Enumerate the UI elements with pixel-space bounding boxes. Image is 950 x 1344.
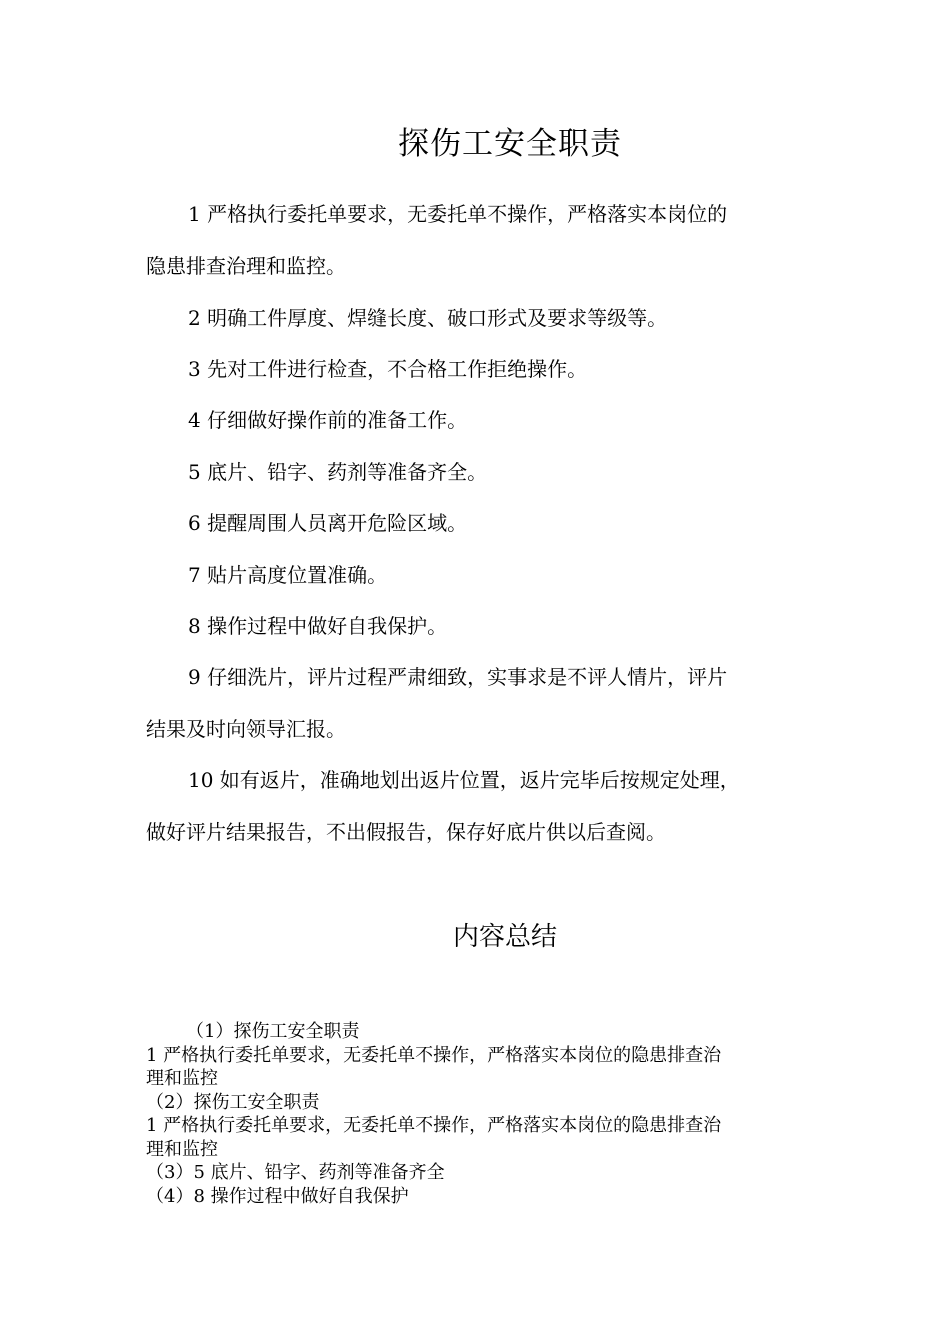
paragraph-7 — [146, 549, 796, 601]
paragraph-line: 做好评片结果报告，不出假报告，保存好底片供以后查阅。 — [146, 820, 666, 844]
summary-line: （4）8 操作过程中做好自我保护 — [146, 1185, 409, 1207]
paragraph-line: 4 仔细做好操作前的准备工作。 — [188, 408, 468, 432]
paragraph-line: 结果及时向领导汇报。 — [146, 717, 346, 741]
paragraph-line: 8 操作过程中做好自我保护。 — [188, 614, 448, 638]
paragraph-line: 5 底片、铅字、药剂等准备齐全。 — [188, 460, 488, 484]
paragraph-line: 9 仔细洗片，评片过程严肃细致，实事求是不评人情片，评片 — [188, 665, 728, 689]
paragraph-line: 7 贴片高度位置准确。 — [188, 563, 388, 587]
paragraph-5 — [146, 446, 796, 498]
paragraph-line: 10 如有返片，准确地划出返片位置，返片完毕后按规定处理， — [188, 768, 740, 792]
paragraph-line: 6 提醒周围人员离开危险区域。 — [188, 511, 468, 535]
paragraph-9 — [146, 651, 796, 755]
summary-line: （2）探伤工安全职责 — [146, 1091, 320, 1113]
summary-line: （3）5 底片、铅字、药剂等准备齐全 — [146, 1162, 445, 1183]
page-title: 探伤工安全职责 — [398, 126, 622, 162]
summary-line: 1 严格执行委托单要求，无委托单不操作，严格落实本岗位的隐患排查治 — [146, 1115, 722, 1136]
paragraph-line: 2 明确工件厚度、焊缝长度、破口形式及要求等级等。 — [188, 306, 668, 330]
paragraph-6 — [146, 497, 796, 549]
paragraph-4 — [146, 394, 796, 446]
paragraph-2 — [146, 292, 796, 344]
paragraph-1 — [146, 188, 796, 292]
summary-list — [146, 1020, 816, 1208]
paragraph-line: 3 先对工件进行检查，不合格工作拒绝操作。 — [188, 357, 588, 381]
paragraph-10 — [146, 754, 796, 858]
summary-line: 理和监控 — [146, 1138, 218, 1160]
summary-line: 1 严格执行委托单要求，无委托单不操作，严格落实本岗位的隐患排查治 — [146, 1044, 722, 1066]
summary-line: 理和监控 — [146, 1068, 218, 1089]
paragraph-3 — [146, 343, 796, 395]
summary-line: （1）探伤工安全职责 — [186, 1021, 360, 1042]
summary-title: 内容总结 — [452, 922, 557, 952]
paragraph-line: 1 严格执行委托单要求，无委托单不操作，严格落实本岗位的 — [188, 202, 728, 226]
paragraph-8 — [146, 600, 796, 652]
paragraph-line: 隐患排查治理和监控。 — [146, 254, 346, 278]
